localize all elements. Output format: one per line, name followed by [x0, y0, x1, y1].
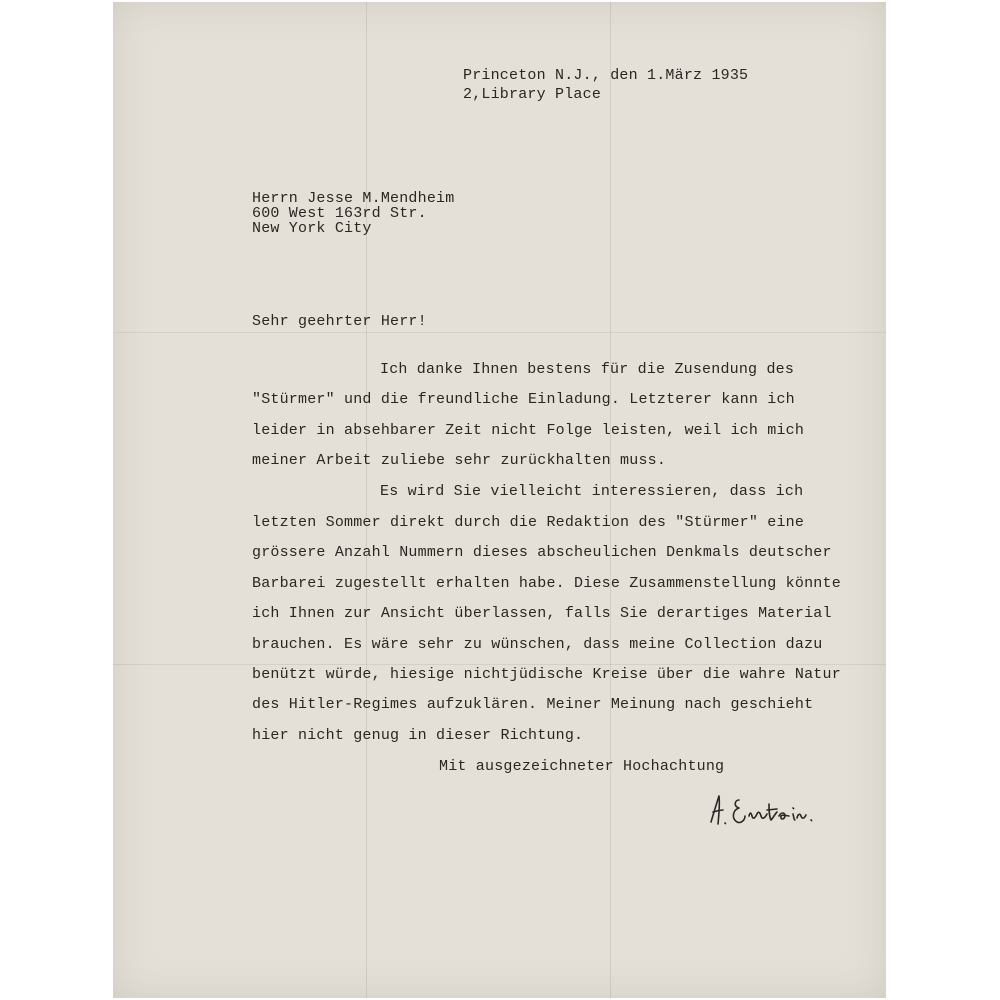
- body-line: grössere Anzahl Nummern dieses abscheulichen Denkmals deutscher: [252, 544, 832, 561]
- sender-address: 2,Library Place: [463, 86, 602, 103]
- body-line: "Stürmer" und die freundliche Einladung. Letzterer kann ich: [252, 391, 795, 408]
- recipient-line: Herrn Jesse M.Mendheim: [252, 190, 455, 207]
- body-line: ich Ihnen zur Ansicht überlassen, falls Sie derartiges Material: [252, 605, 832, 622]
- body-line: leider in absehbarer Zeit nicht Folge leisten, weil ich mich: [252, 422, 805, 439]
- fold-crease: [366, 2, 367, 998]
- signature-image: [705, 782, 875, 842]
- salutation: Sehr geehrter Herr!: [252, 313, 427, 330]
- body-line: Ich danke Ihnen bestens für die Zusendung des: [380, 361, 795, 378]
- recipient-line: 600 West 163rd Str.: [252, 205, 427, 222]
- body-line: benützt würde, hiesige nichtjüdische Kreise über die wahre Natur: [252, 666, 841, 683]
- body-line: Es wird Sie vielleicht interessieren, dass ich: [380, 483, 804, 500]
- place-date: Princeton N.J., den 1.März 1935: [463, 67, 749, 84]
- body-line: brauchen. Es wäre sehr zu wünschen, dass meine Collection dazu: [252, 636, 823, 653]
- body-line: hier nicht genug in dieser Richtung.: [252, 727, 584, 744]
- recipient-line: New York City: [252, 220, 372, 237]
- closing: Mit ausgezeichneter Hochachtung: [439, 758, 725, 775]
- body-line: letzten Sommer direkt durch die Redaktion des "Stürmer" eine: [252, 514, 805, 531]
- body-line: meiner Arbeit zuliebe sehr zurückhalten muss.: [252, 452, 667, 469]
- fold-crease: [610, 2, 611, 998]
- letter-paper: [113, 2, 886, 998]
- body-line: Barbarei zugestellt erhalten habe. Diese Zusammenstellung könnte: [252, 575, 841, 592]
- fold-crease: [113, 332, 886, 333]
- body-line: des Hitler-Regimes aufzuklären. Meiner Meinung nach geschieht: [252, 696, 814, 713]
- fold-crease: [113, 664, 886, 665]
